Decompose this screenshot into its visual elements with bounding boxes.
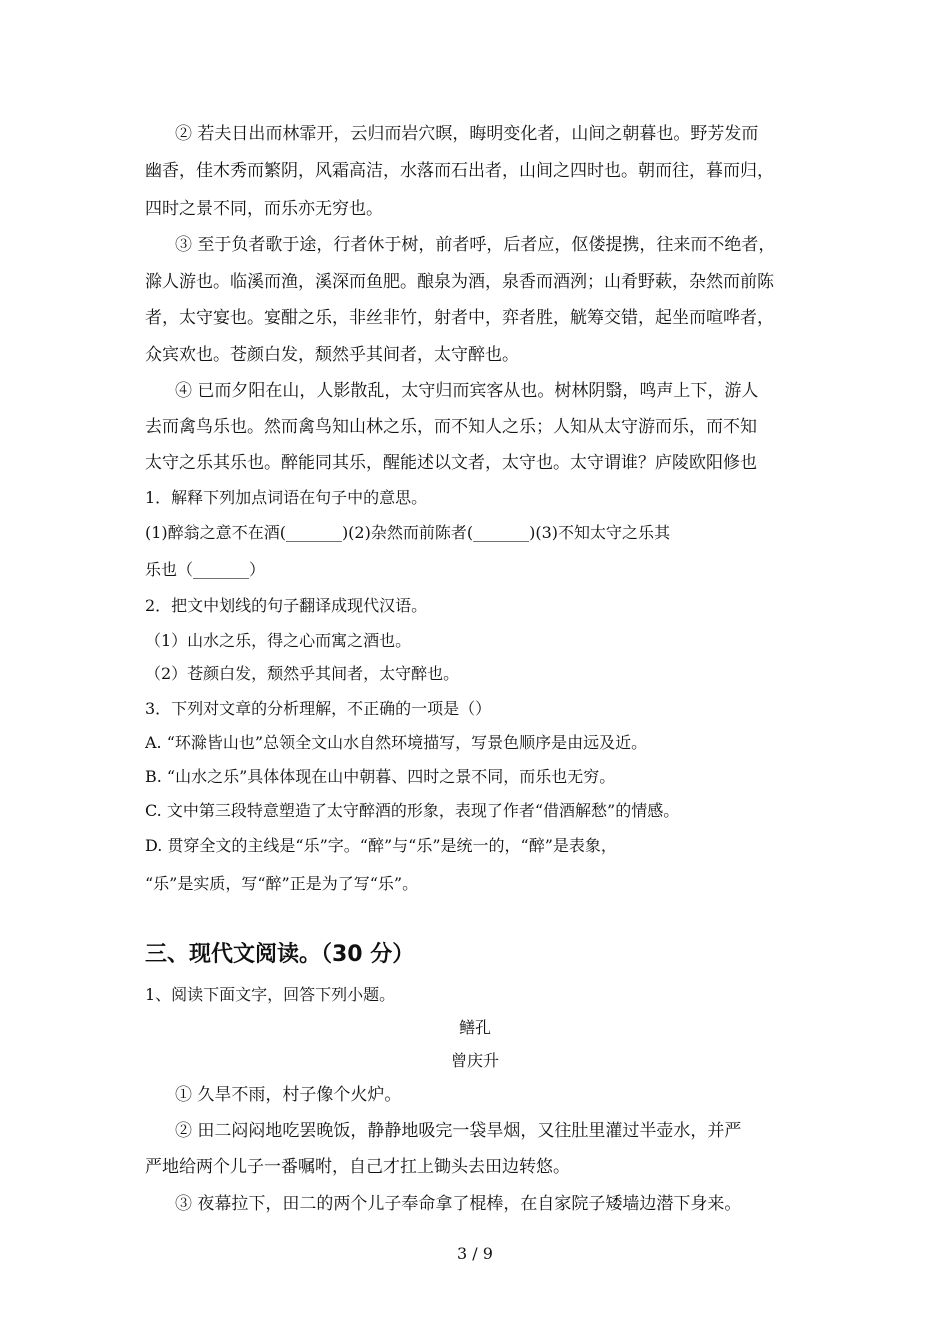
q1-b-suffix: 者( bbox=[450, 523, 474, 542]
q1-b-dotted-word: 陈 bbox=[435, 521, 451, 545]
question-3-option-a[interactable]: A. “环滁皆山也”总领全文山水自然环境描写，写景色顺序是由远及近。 bbox=[145, 733, 648, 752]
q1-c-blank[interactable]: _______ bbox=[193, 560, 250, 579]
section-3-heading: 三、现代文阅读。（30 分） bbox=[145, 942, 415, 967]
article-title: 鳝孔 bbox=[458, 1018, 491, 1037]
passage-p3-line2: 滁人游也。临溪而渔，溪深而鱼肥。酿泉为酒，泉香而酒洌；山肴野蔌，杂然而前陈 bbox=[145, 272, 774, 292]
passage-p4-line1: ④ 已而夕阳在山，人影散乱，太守归而宾客从也。树林阴翳，鸣声上下，游人 bbox=[175, 381, 759, 401]
section-3-intro: 1、阅读下面文字，回答下列小题。 bbox=[145, 985, 396, 1004]
article-author: 曾庆升 bbox=[450, 1051, 499, 1070]
q1-c-suffix: 其 bbox=[654, 523, 671, 542]
question-2-stem: 2．把文中划线的句子翻译成现代汉语。 bbox=[145, 596, 428, 615]
question-1-line2 bbox=[145, 558, 810, 582]
passage-p4-line3: 太守之乐其乐也。醉能同其乐，醒能述以文者，太守也。太守谓谁？庐陵欧阳修也 bbox=[145, 453, 757, 473]
passage-p4-line2: 去而禽鸟乐也。然而禽鸟知山林之乐，而不知人之乐；人知从太守游而乐，而不知 bbox=[145, 417, 757, 437]
article-p1: ① 久旱不雨，村子像个火炉。 bbox=[175, 1085, 402, 1105]
question-3-option-d-line2: “乐”是实质，写“醉”正是为了写“乐”。 bbox=[145, 874, 419, 893]
q1-c-dotted-word: 乐 bbox=[638, 521, 654, 545]
question-3-option-c[interactable]: C. 文中第三段特意塑造了太守醉酒的形象，表现了作者“借酒解愁”的情感。 bbox=[145, 801, 680, 820]
article-p2-line2: 严地给两个儿子一番嘱咐，自己才扛上锄头去田边转悠。 bbox=[145, 1157, 570, 1177]
question-2-sentence-2: （2）苍颜白发，颓然乎其间者，太守醉也。 bbox=[145, 664, 460, 683]
passage-p2-line2: 幽香，佳木秀而繁阴，风霜高洁，水落而石出者，山间之四时也。朝而往，暮而归， bbox=[145, 161, 774, 181]
q1-c-continued: 乐也（ bbox=[145, 560, 194, 579]
question-1-line1 bbox=[145, 521, 810, 545]
q1-b-blank[interactable]: _______ bbox=[473, 523, 530, 542]
question-3-option-b[interactable]: B. “山水之乐”具体体现在山中朝暮、四时之景不同，而乐也无穷。 bbox=[145, 767, 616, 786]
passage-p3-line3: 者，太守宴也。宴酣之乐，非丝非竹，射者中，弈者胜，觥筹交错，起坐而喧哗者， bbox=[145, 308, 774, 328]
passage-p3-line4: 众宾欢也。苍颜白发，颓然乎其间者，太守醉也。 bbox=[145, 345, 519, 365]
q1-a-blank[interactable]: _______ bbox=[285, 523, 342, 542]
page-number: 3 / 9 bbox=[457, 1244, 493, 1263]
q1-c-close: ） bbox=[249, 560, 266, 579]
article-p2-line1: ② 田二闷闷地吃罢晚饭，静静地吸完一袋旱烟，又往肚里灌过半壶水，并严 bbox=[175, 1121, 742, 1141]
passage-p2-line1: ② 若夫日出而林霏开，云归而岩穴暝，晦明变化者，山间之朝暮也。野芳发而 bbox=[175, 124, 759, 144]
question-3-stem: 3．下列对文章的分析理解，不正确的一项是（） bbox=[145, 699, 492, 718]
question-2-sentence-1: （1）山水之乐，得之心而寓之酒也。 bbox=[145, 631, 412, 650]
passage-p2-line3: 四时之景不同，而乐亦无穷也。 bbox=[145, 199, 383, 219]
question-3-option-d-line1[interactable]: D. 贯穿全文的主线是“乐”字。“醉”与“乐”是统一的，“醉”是表象， bbox=[145, 836, 617, 855]
q1-b-prefix: )(2)杂然而前 bbox=[341, 523, 435, 542]
q1-a-suffix: 不在酒( bbox=[231, 523, 286, 542]
q1-a-dotted-word: 意 bbox=[216, 521, 232, 545]
q1-a-prefix: (1)醉翁之 bbox=[145, 523, 216, 542]
passage-p3-line1: ③ 至于负者歌于途，行者休于树，前者呼，后者应，伛偻提携，往来而不绝者， bbox=[175, 235, 776, 255]
question-1-stem: 1．解释下列加点词语在句子中的意思。 bbox=[145, 488, 428, 507]
q1-c-prefix: )(3)不知太守之 bbox=[529, 523, 639, 542]
article-p3-line1: ③ 夜幕拉下，田二的两个儿子奉命拿了棍棒，在自家院子矮墙边潜下身来。 bbox=[175, 1194, 742, 1214]
